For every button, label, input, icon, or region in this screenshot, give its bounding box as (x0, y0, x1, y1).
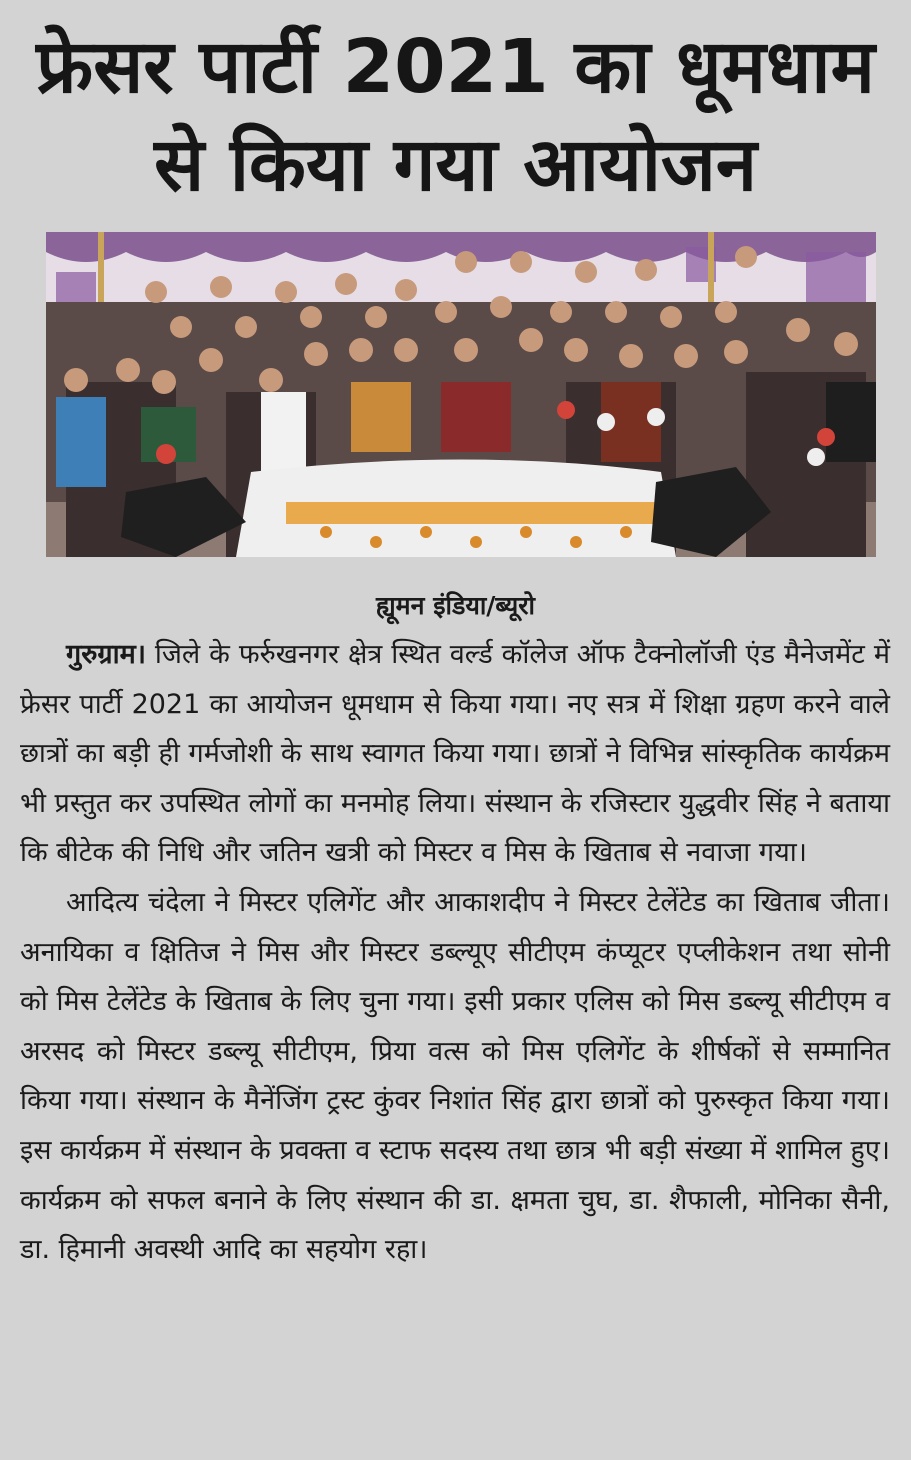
headline-line-2: से किया गया आयोजन (154, 122, 757, 208)
headline-line-1: फ्रेसर पार्टी 2021 का धूमधाम (36, 24, 875, 110)
dateline: गुरुग्राम। (66, 639, 146, 670)
event-photo (46, 232, 876, 557)
article-paragraph-2: आदित्य चंदेला ने मिस्टर एलिगेंट और आकाशदीप ने मिस्टर टेलेंटेड का खिताब जीता। अनायिका व क्षितिज ने मिस और मिस्टर डब्ल्यूए सीटीएम कंप्यूटर एप्लीकेशन तथा सोनी को मिस टेलेंटेड के खिताब के लिए चुना गया। इसी प्रकार एलिस को मिस डब्ल्यू सीटीएम व अरसद को मिस्टर डब्ल्यू सीटीएम, प्रिया वत्स को मिस एलिगेंट के शीर्षकों से सम्मानित किया गया। संस्थान के मैनेंजिंग ट्रस्ट कुंवर निशांत सिंह द्वारा छात्रों को पुरुस्कृत किया गया। इस कार्यक्रम में संस्थान के प्रवक्ता व स्टाफ सदस्य तथा छात्र भी बड़ी संख्या में शामिल हुए। कार्यक्रम को सफल बनाने के लिए संस्थान की डा. क्षमता चुघ, डा. शैफाली, मोनिका सैनी, डा. हिमानी अवस्थी आदि का सहयोग रहा। (20, 886, 890, 1266)
paragraph-1-text: जिले के फर्रुखनगर क्षेत्र स्थित वर्ल्ड कॉलेज ऑफ टैक्नोलॉजी एंड मैनेजमेंट में फ्रेसर पार्टी 2021 का आयोजन धूमधाम से किया गया। नए सत्र में शिक्षा ग्रहण करने वाले छात्रों का बड़ी ही गर्मजोशी के साथ स्वागत किया गया। छात्रों ने विभिन्न सांस्कृतिक कार्यक्रम भी प्रस्तुत कर उपस्थित लोगों का मनमोह लिया। संस्थान के रजिस्टार युद्धवीर सिंह ने बताया कि बीटेक की निधि और जतिन खत्री को मिस्टर व मिस के खिताब से नवाजा गया। (20, 639, 890, 869)
byline: ह्यूमन इंडिया/ब्यूरो (375, 591, 535, 620)
article-body (20, 630, 890, 1275)
headline (0, 18, 911, 214)
article-paragraph-1 (20, 630, 890, 878)
